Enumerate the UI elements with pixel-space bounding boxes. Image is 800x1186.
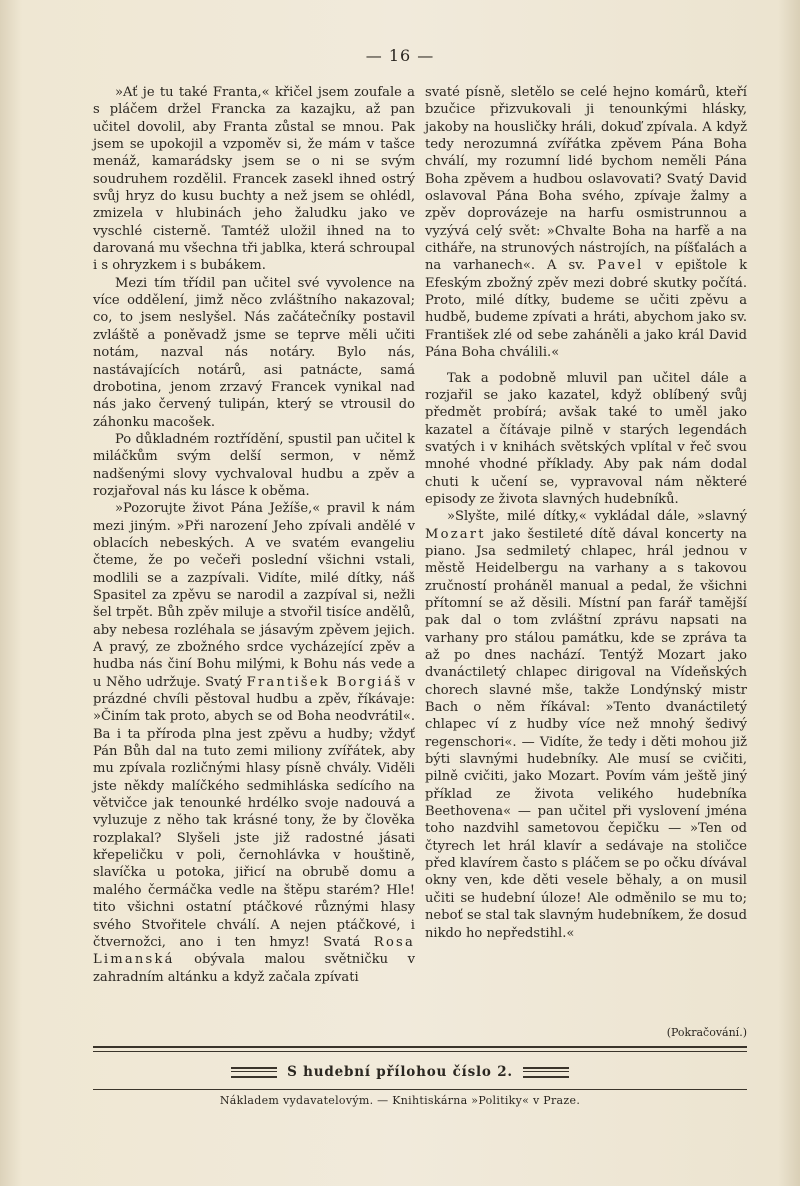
right-column (425, 84, 747, 942)
page-number: — 16 — (365, 46, 435, 65)
left-column (93, 84, 415, 986)
paragraph-text: obývala malou světničku v zahradním altánku a když začala zpívati (93, 952, 415, 985)
double-rule (93, 1046, 747, 1052)
paragraph (93, 500, 415, 986)
rule (93, 1089, 747, 1090)
imprint: Nákladem vydavatelovým. — Knihtiskárna »Politiky« v Praze. (219, 1094, 581, 1107)
continued-note: (Pokračování.) (666, 1026, 747, 1039)
paragraph-text: v prázdné chvíli pěstoval hudbu a zpěv, říkávaje: »Činím tak proto, abych se od Boha neodvrátil«. Ba i ta příroda plna jest zpěvu a hudby; vždyť Pán Bůh dal na tuto zemi miliony zvířátek, aby mu zpívala rozličnými hlasy písně chvály. Viděli jste někdy malíčkého sedmihláska sedícího na větvičce jak tenounké hrdélko svoje nadouvá a vyluzuje z něho tak krásné tony, že by člověka rozplakal? Slyšeli jste již radostné jásati křepeličku v poli, černohlávka v houštině, slavíčka u potoka, jiřicí na obrubě domu a malého čermáčka vedle na štěpu starém? Hle! tito všichni ostatní ptáčkové různými hlasy svého Stvořitele chválí. A nejen ptáčkové, i čtvernožci, ano i ten hmyz! Svatá (93, 674, 416, 950)
paragraph-text: jako šestileté dítě dával koncerty na piano. Jsa sedmiletý chlapec, hrál jednou v městě Heidelbergu na varhany a s takovou zručností proháněl manual a pedal, že všichni přítomní se až děsili. Místní pan farář tamější pak dal o tom zvláštní zprávu napsati na varhany pro stálou památku, kde se zpráva ta až po dnes nachází. Tentýž Mozart jako dvanáctiletý chlapec dirigoval na Vídeňských chorech slavné mše, takže Londýnský mistr Bach o něm říkával: »Tento dvanáctiletý chlapec ví z hudby více než mnohý šedivý regenschori«. — Vidíte, že tedy i děti mohou již býti slavnými hudebníky. Ale musí se cvičiti, pilně cvičiti, jako Mozart. Povím vám ještě jiný příklad ze života velikého hudebníka Beethovena« — pan učitel při vyslovení jména toho nazdvihl sametovou čepičku — »Ten od čtyrech let hrál klavír a sedávaje na stoličce před klavírem často s pláčem se po očku dívával okny ven, kde děti vesele běhaly, a on musil učiti se hudební úloze! Ale odměnilo se mu to; neboť se stal tak slavným hudebníkem, že dosud nikdo ho nepředstihl.« (425, 526, 747, 941)
paragraph: Mezi tím třídil pan učitel své vyvolence na více oddělení, jimž něco zvláštního nakazoval; co, to jsem neslyšel. Nás začátečníky postavil zvláště a poněvadž jsme se teprve měli učiti notám, nazval nás notáry. Bylo nás, nastávajících notárů, asi patnácte, samá drobotina, jenom zrzavý Francek vynikal nad nás jako červený tulipán, který se vtrousil do záhonku macošek. (93, 275, 415, 430)
paragraph: Tak a podobně mluvil pan učitel dále a rozjařil se jako kazatel, když oblíbený svůj předmět probírá; avšak také to uměl jako kazatel a čítávaje pilně v starých legendách svatých i v knihách světských vplítal v řeč svou mnohé vhodné příklady. Aby pak nám dodal chuti k učení se, vypravoval nám některé episody ze života slavných hudebníků. (425, 370, 747, 507)
paragraph-text: v epištole k Efeským zbožný zpěv mezi dobré skutky počítá. Proto, milé dítky, budeme se učiti zpěvu a hudbě, budeme zpívati a hráti, abychom jako sv. František zlé od sebe zaháněli a jako král David Pána Boha chválili.« (425, 258, 748, 361)
paragraph: »Ať je tu také Franta,« křičel jsem zoufale a s pláčem držel Francka za kazajku, až pan učitel dovolil, aby Franta zůstal se mnou. Pak jsem se upokojil a vzpoměv si, že mám v tašce menáž, kamarádsky jsem se o ni se svým soudruhem rozdělil. Francek zasekl ihned ostrý svůj hryz do kusu buchty a než jsem se ohlédl, zmizela v hlubinách jeho žaludku jako ve vyschlé cisterně. Tamtéž uložil ihned na to darovaná mu všechna tři jablka, která schroupal i s ohryzkem i s bubákem. (93, 85, 415, 274)
paragraph: Po důkladném roztřídění, spustil pan učitel k miláčkům svým delší sermon, v němž nadšenými slovy vychvaloval hudbu a zpěv a rozjařoval nás ku lásce k oběma. (93, 431, 415, 499)
supplement-line (0, 1064, 800, 1080)
paragraph (425, 84, 747, 362)
paragraph-text: »Pozorujte život Pána Ježíše,« pravil k nám mezi jiným. »Při narození Jeho zpívali andělé v oblacích nebeských. A ve svatém evangeliu čteme, že po večeři poslední všichni vstali, modlili se a zazpívali. Vidíte, milé dítky, náš Spasitel za zpěvu se narodil a zazpíval si, nežli šel trpět. Bůh zpěv miluje a stvořil tisíce andělů, aby nebesa rozléhala se jásavým zpěvem jejich. A pravý, ze zbožného srdce vycházející zpěv a hudba nás činí Bohu milými, k Bohu nás vede a u Něho udržuje. Svatý (93, 501, 415, 690)
saint-name: Rosa Limanská (93, 934, 415, 968)
ornament-bars (231, 1067, 277, 1078)
paragraph-text: svaté písně, sletělo se celé hejno komárů, kteří bzučice přizvukovali ji tenounkými hlásky, jakoby na housličky hráli, dokuď zpívala. A když tedy nerozumná zvířátka zpěvem Pána Boha chválí, my rozumní lidé bychom neměli Pána Boha zpěvem a hudbou oslavovati? Svatý David oslavoval Pána Boha svého, zpívaje žalmy a zpěv doprovázeje na harfu osmistrunnou a vyzývá celý svět: »Chvalte Boha na harfě a na citháře, na strunových nástrojích, na píšťalách a na varhanech«. A sv. (425, 85, 747, 274)
paragraph-text: »Slyšte, milé dítky,« vykládal dále, »slavný (447, 509, 747, 525)
supplement-text: S hudební přílohou číslo 2. (287, 1064, 513, 1080)
paragraph (425, 508, 747, 942)
ornament-bars (523, 1067, 569, 1078)
composer-name: Mozart (425, 526, 486, 542)
saint-name: Pavel (597, 258, 644, 274)
saint-name: František Borgiáš (246, 674, 403, 690)
